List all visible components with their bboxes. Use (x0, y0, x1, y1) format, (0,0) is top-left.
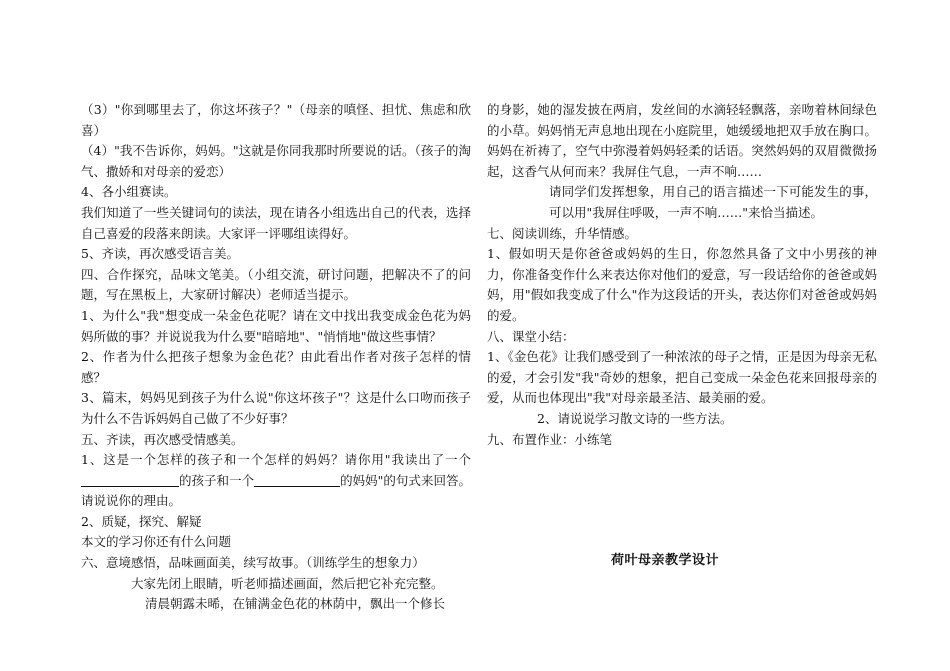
right-column (487, 100, 877, 450)
section-heading: 四、合作探究，品味文笔美。（小组交流，研讨问题，把解决不了的问题，写在黑板上，大家研讨解决）老师适当提示。 (81, 266, 471, 303)
paragraph: （3）"你到哪里去了，你这坏孩子？"（母亲的嗔怪、担忧、焦虑和欣喜） (81, 102, 471, 138)
paragraph: 2、请说说学习散文诗的一些方法。 (537, 410, 733, 426)
paragraph: 4、各小组赛读。 (81, 184, 177, 200)
paragraph: 1、假如明天是你爸爸或妈妈的生日，你忽然具备了文中小男孩的神力，你准备变作什么来表达你对他们的爱意，写一段话给你的爸爸或妈妈，用"假如我变成了什么"作为这段话的开头，表达你们对爸爸或妈妈的爱。 (487, 246, 877, 323)
section-heading: 六、意境感悟，品味画面美，续写故事。（训练学生的想象力） (81, 555, 425, 571)
question: 3、篇末，妈妈见到孩子为什么说"你这坏孩子"？这是什么口吻而孩子为什么不告诉妈妈自己做了不少好事？ (81, 390, 471, 426)
section-heading: 九、布置作业：小练笔 (487, 431, 613, 447)
section-heading: 七、阅读训练，升华情感。 (487, 225, 638, 241)
question: 1、为什么"我"想变成一朵金色花呢？请在文中找出我变成金色花为妈妈所做的事？并说说我为什么要"暗暗地"、"悄悄地"做这些事情？ (81, 307, 471, 344)
document-title: 荷叶母亲教学设计 (611, 553, 720, 568)
fill-in-blank (254, 473, 340, 487)
paragraph: 我们知道了一些关键词句的读法，现在请各小组选出自己的代表，选择自己喜爱的段落来朗读。大家评一评哪组读得好。 (81, 204, 471, 241)
fill-in-question (81, 450, 471, 512)
paragraph: 本文的学习你还有什么问题 (81, 534, 232, 550)
fill-in-text: 1、这是一个怎样的孩子和一个怎样的妈妈？请你用"我读出了一个 (81, 452, 471, 468)
paragraph: 请同学们发挥想象，用自己的语言描述一下可能发生的事，可以用"我屏住呼吸，一声不响……"来恰当描述。 (549, 184, 877, 220)
paragraph: 大家先闭上眼睛，听老师描述画面，然后把它补充完整。 (131, 575, 444, 591)
fill-in-text: 的妈妈"的句式来回答。请说说你的理由。 (81, 472, 471, 509)
paragraph: 清晨朝露未晞，在铺满金色花的林荫中，飘出一个修长 (145, 596, 446, 612)
paragraph: 的身影，她的湿发披在两肩，发丝间的水滴轻轻飘落，亲吻着林间绿色的小草。妈妈悄无声息地出现在小庭院里，她缓缓地把双手放在胸口。妈妈在祈祷了，空气中弥漫着妈妈轻柔的话语。突然妈妈的双眉微微扬起，这香气从何而来？我屏住气息，一声不响…… (487, 102, 877, 179)
paragraph: （4）"我不告诉你，妈妈。"这就是你同我那时所要说的话。（孩子的淘气、撒娇和对母亲的爱恋） (81, 143, 471, 179)
section-heading: 五、齐读，再次感受情感美。 (81, 431, 244, 447)
section-heading: 八、课堂小结： (487, 328, 575, 344)
paragraph: 1、《金色花》让我们感受到了一种浓浓的母子之情，正是因为母亲无私的爱，才会引发"我"奇妙的想象，把自己变成一朵金色花来回报母亲的爱，从而也体现出"我"对母亲最圣洁、最美丽的爱。 (487, 349, 877, 406)
fill-in-blank (81, 473, 179, 487)
paragraph: 2、质疑，探究、解疑 (81, 513, 202, 529)
paragraph: 5、齐读，再次感受语言美。 (81, 246, 239, 262)
left-column (81, 100, 471, 615)
fill-in-text: 的孩子和一个 (179, 472, 255, 488)
question: 2、作者为什么把孩子想象为金色花？由此看出作者对孩子怎样的情感？ (81, 349, 471, 385)
